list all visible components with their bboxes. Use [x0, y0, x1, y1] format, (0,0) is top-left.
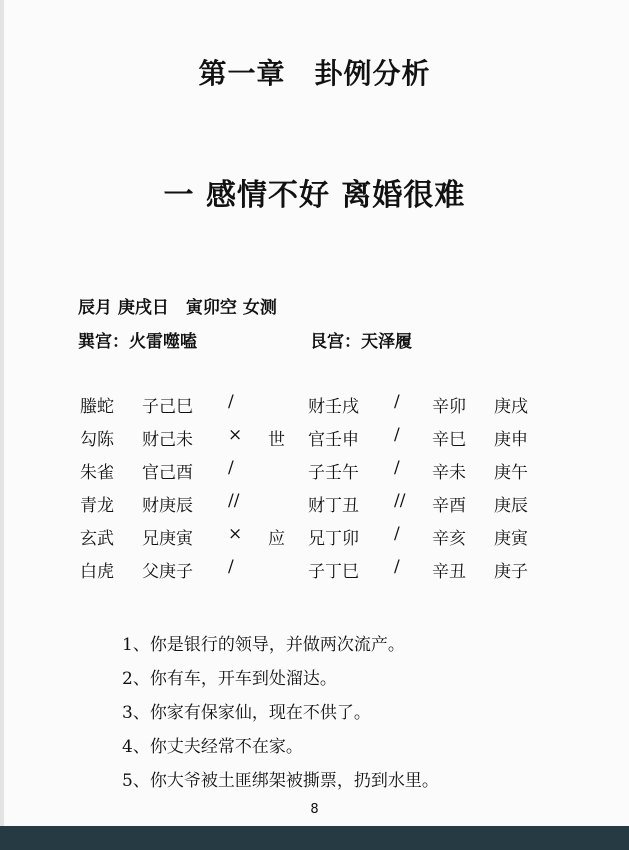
six-spirit: 螣蛇	[80, 397, 114, 417]
hexagram-row	[0, 425, 629, 458]
line-mark: ×	[228, 524, 243, 544]
ganzhi-1: 辛酉	[432, 496, 466, 516]
changed-line: 子壬午	[308, 463, 359, 483]
note-item: 1、你是银行的领导，并做两次流产。	[122, 635, 405, 655]
ganzhi-1: 辛卯	[432, 397, 466, 417]
changed-line: 子丁巳	[308, 562, 359, 582]
hexagram-row	[0, 491, 629, 524]
ganzhi-1: 辛未	[432, 463, 466, 483]
ganzhi-1: 辛丑	[432, 562, 466, 582]
six-spirit: 朱雀	[80, 463, 114, 483]
changed-line: 兄丁卯	[308, 529, 359, 549]
ganzhi-1: 辛亥	[432, 529, 466, 549]
main-line: 财庚辰	[142, 496, 193, 516]
line-mark: ×	[228, 425, 243, 445]
hexagram-table	[0, 392, 629, 590]
shi-ying-marker: 应	[268, 529, 285, 549]
six-spirit: 玄武	[80, 529, 114, 549]
main-line: 财己未	[142, 430, 193, 450]
changed-line: 财壬戌	[308, 397, 359, 417]
changed-line-mark: /	[394, 425, 400, 445]
ganzhi-2: 庚戌	[494, 397, 528, 417]
palace-left: 巽宫：火雷噬嗑	[78, 332, 197, 352]
main-line: 父庚子	[142, 562, 193, 582]
changed-line-mark: //	[394, 491, 406, 511]
six-spirit: 勾陈	[80, 430, 114, 450]
changed-line: 财丁丑	[308, 496, 359, 516]
ganzhi-2: 庚午	[494, 463, 528, 483]
line-mark: //	[228, 491, 240, 511]
shi-ying-marker: 世	[268, 430, 285, 450]
ganzhi-2: 庚申	[494, 430, 528, 450]
changed-line: 官壬申	[308, 430, 359, 450]
main-line: 兄庚寅	[142, 529, 193, 549]
notes-list	[122, 630, 439, 800]
line-mark: /	[228, 392, 234, 412]
hexagram-row	[0, 392, 629, 425]
six-spirit: 青龙	[80, 496, 114, 516]
note-item: 3、你家有保家仙，现在不供了。	[122, 703, 371, 723]
line-mark: /	[228, 557, 234, 577]
note-item: 5、你大爷被土匪绑架被撕票，扔到水里。	[122, 771, 439, 791]
hexagram-row	[0, 458, 629, 491]
palace-right: 艮宫：天泽履	[310, 332, 412, 352]
line-mark: /	[228, 458, 234, 478]
changed-line-mark: /	[394, 557, 400, 577]
hexagram-row	[0, 557, 629, 590]
changed-line-mark: /	[394, 458, 400, 478]
chapter-title: 第一章 卦例分析	[198, 57, 431, 90]
changed-line-mark: /	[394, 392, 400, 412]
ganzhi-2: 庚寅	[494, 529, 528, 549]
main-line: 子己巳	[142, 397, 193, 417]
main-line: 官己酉	[142, 463, 193, 483]
ganzhi-1: 辛巳	[432, 430, 466, 450]
ganzhi-2: 庚子	[494, 562, 528, 582]
note-item: 4、你丈夫经常不在家。	[122, 737, 303, 757]
viewer-footer-bar	[0, 826, 629, 850]
six-spirit: 白虎	[80, 562, 114, 582]
note-item: 2、你有车，开车到处溜达。	[122, 669, 337, 689]
page-number: 8	[310, 802, 319, 817]
ganzhi-2: 庚辰	[494, 496, 528, 516]
hexagram-row	[0, 524, 629, 557]
section-title: 一 感情不好 离婚很难	[163, 178, 466, 213]
changed-line-mark: /	[394, 524, 400, 544]
divination-info: 辰月 庚戌日 寅卯空 女测	[78, 298, 277, 318]
